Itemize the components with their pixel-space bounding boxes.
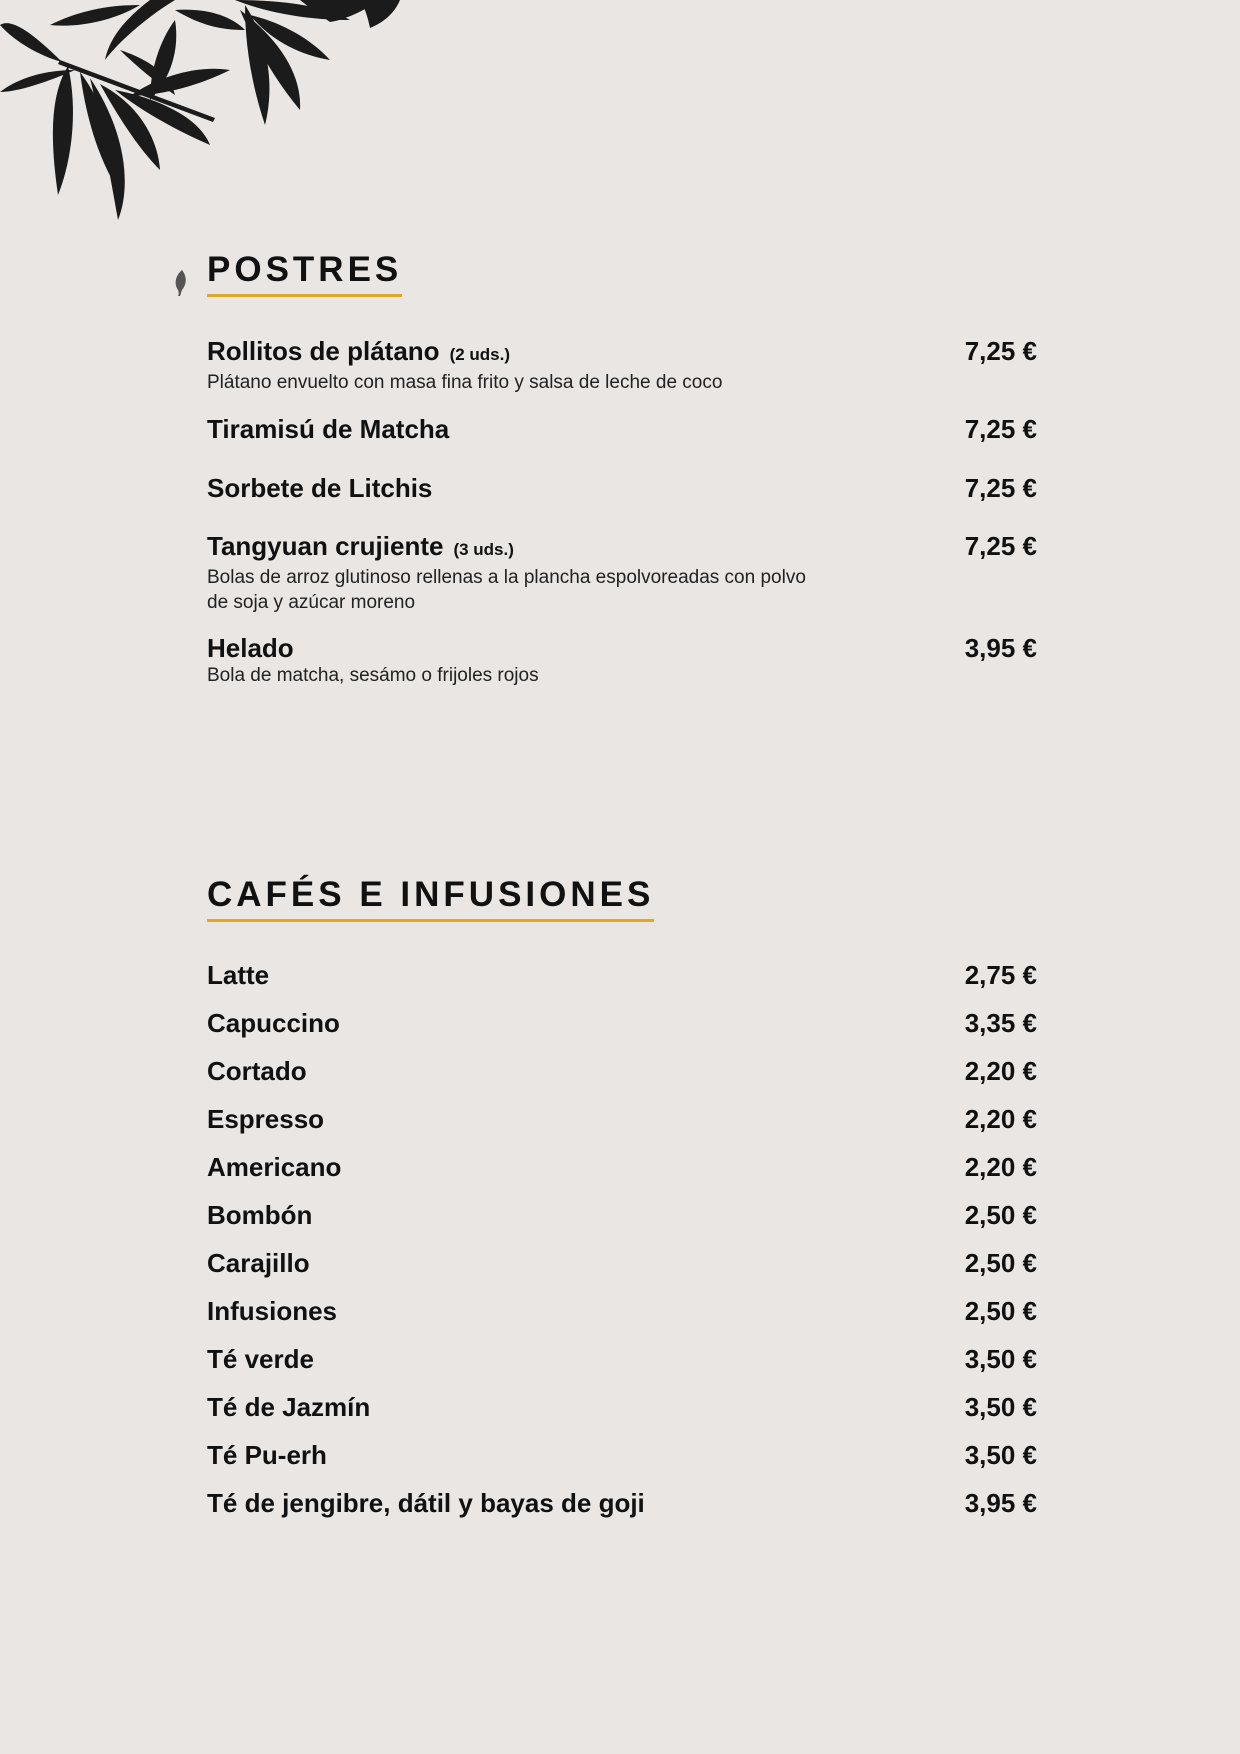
item-name: Té verde bbox=[207, 1344, 314, 1374]
item-name: Americano bbox=[207, 1152, 342, 1182]
item-price: 3,50 € bbox=[964, 1440, 1037, 1470]
item-name: Capuccino bbox=[207, 1008, 340, 1038]
item-price: 2,50 € bbox=[964, 1248, 1037, 1278]
item-name: Infusiones bbox=[207, 1296, 338, 1326]
item-description: Bola de matcha, sesámo o frijoles rojos bbox=[207, 665, 539, 686]
item-name: Sorbete de Litchis bbox=[207, 473, 433, 503]
item-price: 7,25 € bbox=[964, 531, 1037, 561]
item-name: Tangyuan crujiente bbox=[207, 531, 444, 561]
item-price: 3,50 € bbox=[964, 1392, 1037, 1422]
desserts-title: POSTRES bbox=[207, 250, 402, 297]
item-name: Latte bbox=[207, 960, 270, 990]
desserts-section bbox=[207, 250, 1037, 686]
item-price: 2,50 € bbox=[964, 1296, 1037, 1326]
menu-item bbox=[207, 531, 1037, 615]
menu-item bbox=[207, 473, 1037, 503]
menu-item bbox=[207, 1056, 1037, 1086]
item-price: 2,20 € bbox=[964, 1152, 1037, 1182]
item-name: Espresso bbox=[207, 1104, 325, 1134]
menu-item bbox=[207, 414, 1037, 444]
menu-item bbox=[207, 336, 1037, 395]
item-name: Té de Jazmín bbox=[207, 1392, 371, 1422]
item-price: 7,25 € bbox=[964, 414, 1037, 444]
menu-item bbox=[207, 1488, 1037, 1518]
item-price: 3,35 € bbox=[964, 1008, 1037, 1038]
item-price: 3,95 € bbox=[964, 1488, 1037, 1518]
menu-item bbox=[207, 1104, 1037, 1134]
item-name: Cortado bbox=[207, 1056, 307, 1086]
item-price: 3,95 € bbox=[964, 633, 1037, 663]
item-quantity: (2 uds.) bbox=[449, 345, 511, 364]
menu-item bbox=[207, 1248, 1037, 1278]
bamboo-leaves-decoration bbox=[0, 0, 420, 230]
item-price: 2,75 € bbox=[964, 960, 1037, 990]
menu-item bbox=[207, 633, 1037, 688]
item-price: 7,25 € bbox=[964, 473, 1037, 503]
menu-item bbox=[207, 1392, 1037, 1422]
menu-item bbox=[207, 1296, 1037, 1326]
item-name: Bombón bbox=[207, 1200, 313, 1230]
menu-item bbox=[207, 1008, 1037, 1038]
item-price: 7,25 € bbox=[964, 336, 1037, 366]
leaf-icon bbox=[173, 268, 189, 296]
item-name: Carajillo bbox=[207, 1248, 310, 1278]
item-description: Plátano envuelto con masa fina frito y salsa de leche de coco bbox=[207, 372, 723, 393]
coffees-title: CAFÉS E INFUSIONES bbox=[207, 875, 654, 922]
menu-item bbox=[207, 960, 1037, 990]
item-quantity: (3 uds.) bbox=[453, 540, 514, 559]
coffees-section bbox=[207, 875, 1037, 1518]
item-name: Helado bbox=[207, 633, 294, 663]
item-name: Té de jengibre, dátil y bayas de goji bbox=[207, 1488, 645, 1518]
item-price: 2,20 € bbox=[964, 1056, 1037, 1086]
item-description: Bolas de arroz glutinoso rellenas a la plancha espolvoreadas con polvo de soja y azúcar moreno bbox=[207, 567, 806, 613]
menu-item bbox=[207, 1200, 1037, 1230]
item-price: 3,50 € bbox=[964, 1344, 1037, 1374]
item-name: Rollitos de plátano bbox=[207, 336, 440, 366]
menu-item bbox=[207, 1440, 1037, 1470]
item-name: Té Pu-erh bbox=[207, 1440, 327, 1470]
menu-item bbox=[207, 1344, 1037, 1374]
menu-item bbox=[207, 1152, 1037, 1182]
item-name: Tiramisú de Matcha bbox=[207, 414, 450, 444]
item-price: 2,20 € bbox=[964, 1104, 1037, 1134]
item-price: 2,50 € bbox=[964, 1200, 1037, 1230]
